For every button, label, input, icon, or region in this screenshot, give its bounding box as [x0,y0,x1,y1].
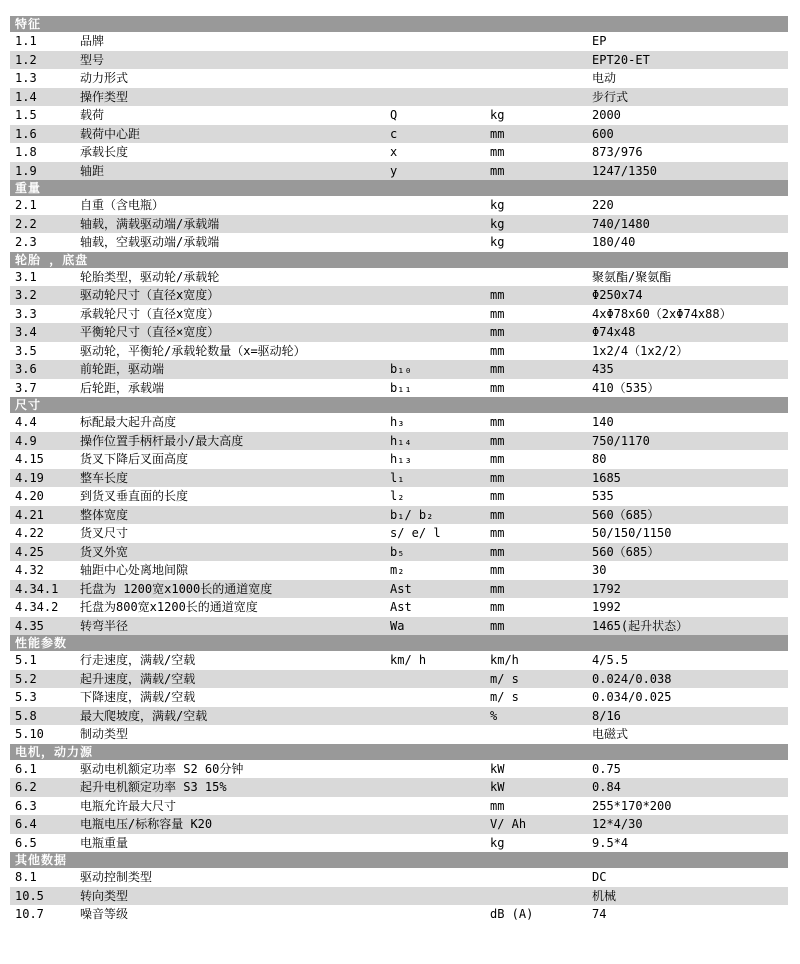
row-value: 410（535） [592,380,660,395]
table-row [10,286,788,305]
row-number: 3.2 [15,288,37,302]
row-number: 4.35 [15,618,44,633]
row-label: 轴距 [80,163,105,178]
row-unit: mm [490,288,505,302]
row-value: 600 [592,126,614,141]
row-symbol: h₁₃ [390,452,412,466]
row-label: 后轮距，承载端 [80,380,165,395]
row-value: 0.034/0.025 [592,690,672,704]
row-symbol: h₁₄ [390,433,412,448]
row-number: 1.6 [15,126,37,141]
row-label: 转向类型 [80,888,129,903]
row-label: 托盘为800宽x1200长的通道宽度 [80,600,258,614]
row-unit [490,69,592,88]
row-label: 噪音等级 [80,907,129,921]
table-row [10,432,788,451]
row-symbol: h₃ [390,415,405,429]
row-unit: mm [490,581,505,596]
row-label: 载荷中心距 [80,126,141,141]
row-number: 3.5 [15,343,37,358]
row-value: 30 [592,563,607,577]
row-symbol: c [390,126,398,141]
table-row [10,598,788,617]
row-value: 聚氨酯/聚氨酯 [592,269,672,284]
row-unit: mm [490,163,505,178]
row-number: 4.15 [15,452,44,466]
row-number: 4.19 [15,470,44,485]
row-number: 6.3 [15,798,37,813]
row-symbol: Ast [390,600,412,614]
row-symbol: b₁/ b₂ [390,507,434,522]
row-unit: mm [490,798,505,813]
row-unit [490,725,592,744]
row-number: 4.20 [15,489,44,503]
row-symbol: x [390,145,398,159]
row-label: 轮胎类型，驱动轮/承载轮 [80,269,220,284]
row-value: 560（685） [592,544,660,559]
section-header: 电机，动力源 [10,744,788,760]
row-symbol [390,88,490,107]
row-symbol [390,268,490,287]
row-symbol: b₁₀ [390,362,412,376]
row-number: 1.9 [15,163,37,178]
row-symbol: Wa [390,618,405,633]
row-label: 货叉外宽 [80,544,129,559]
row-number: 6.5 [15,835,37,850]
row-symbol [390,32,490,51]
row-symbol: Q [390,108,398,122]
row-symbol [390,868,490,887]
row-value: 140 [592,415,614,429]
row-symbol [390,707,490,726]
row-number: 1.4 [15,89,37,104]
row-value: 750/1170 [592,433,650,448]
row-label: 操作类型 [80,89,129,104]
row-value: 873/976 [592,145,643,159]
table-row [10,561,788,580]
row-unit: mm [490,507,505,522]
row-label: 货叉尺寸 [80,526,129,540]
table-row [10,69,788,88]
section-header: 尺寸 [10,397,788,413]
row-value: 220 [592,198,614,212]
row-value: 电磁式 [592,727,629,741]
row-number: 5.1 [15,653,37,667]
row-symbol [390,815,490,834]
row-label: 承载轮尺寸（直径x宽度） [80,306,220,321]
row-unit: kW [490,780,505,794]
row-value: 0.75 [592,761,621,776]
row-unit: mm [490,306,505,321]
row-symbol: l₁ [390,470,405,485]
row-symbol [390,305,490,324]
row-number: 5.3 [15,690,37,704]
row-number: 4.4 [15,415,37,429]
row-label: 电瓶允许最大尺寸 [80,798,177,813]
row-value: 9.5*4 [592,835,629,850]
row-unit: m/ s [490,671,519,686]
table-row [10,815,788,834]
row-unit: kg [490,108,505,122]
row-symbol [390,215,490,234]
table-row [10,834,788,853]
row-unit: mm [490,325,505,339]
row-unit [490,868,592,887]
section-header: 轮胎 ，底盘 [10,252,788,268]
row-value: 74 [592,907,607,921]
row-number: 5.2 [15,671,37,686]
row-unit [490,268,592,287]
row-unit: mm [490,526,505,540]
row-label: 驱动轮，平衡轮/承载轮数量（x=驱动轮） [80,343,306,358]
row-value: 12*4/30 [592,817,643,831]
table-row [10,487,788,506]
table-row [10,268,788,287]
table-row [10,196,788,215]
row-number: 1.2 [15,52,37,67]
row-unit: kg [490,198,505,212]
table-row [10,125,788,144]
row-value: 4/5.5 [592,653,629,667]
section-header: 特征 [10,16,788,32]
table-row [10,760,788,779]
row-unit: mm [490,618,505,633]
row-value: EPT20-ET [592,52,650,67]
row-value: 740/1480 [592,216,650,231]
row-unit: kg [490,235,505,249]
row-unit [490,32,592,51]
row-symbol [390,905,490,924]
row-number: 3.3 [15,306,37,321]
row-number: 2.2 [15,216,37,231]
row-symbol [390,286,490,305]
table-row [10,651,788,670]
table-row [10,106,788,125]
row-label: 到货叉垂直面的长度 [80,489,189,503]
row-unit: mm [490,563,505,577]
table-row [10,143,788,162]
table-row [10,450,788,469]
table-row [10,707,788,726]
row-symbol [390,778,490,797]
row-number: 10.5 [15,888,44,903]
row-label: 品牌 [80,34,105,48]
row-symbol [390,51,490,70]
row-unit [490,51,592,70]
row-label: 电瓶电压/标称容量 K20 [80,817,213,831]
row-label: 载荷 [80,108,105,122]
table-row [10,360,788,379]
table-row [10,342,788,361]
row-label: 制动类型 [80,727,129,741]
row-unit: mm [490,489,505,503]
row-value: 1992 [592,600,621,614]
row-number: 3.4 [15,325,37,339]
row-label: 驱动电机额定功率 S2 60分钟 [80,761,244,776]
row-number: 4.34.1 [15,581,59,596]
row-label: 动力形式 [80,71,129,85]
row-value: 机械 [592,888,617,903]
row-value: DC [592,870,607,884]
row-label: 电瓶重量 [80,835,129,850]
row-label: 货叉下降后叉面高度 [80,452,189,466]
row-unit: mm [490,145,505,159]
row-symbol: b₅ [390,544,405,559]
row-number: 3.7 [15,380,37,395]
row-number: 6.2 [15,780,37,794]
row-unit: mm [490,544,505,559]
table-row [10,413,788,432]
row-value: 435 [592,362,614,376]
table-row [10,379,788,398]
row-unit: % [490,708,498,723]
row-symbol: Ast [390,581,412,596]
row-label: 平衡轮尺寸（直径×宽度） [80,325,220,339]
row-label: 起升速度，满载/空载 [80,671,196,686]
row-unit: kW [490,761,505,776]
row-label: 驱动轮尺寸（直径x宽度） [80,288,220,302]
row-value: 2000 [592,108,621,122]
row-value: 1465(起升状态） [592,618,689,633]
row-label: 轴距中心处离地间隙 [80,563,189,577]
row-symbol: s/ e/ l [390,526,441,540]
row-number: 4.22 [15,526,44,540]
row-number: 4.34.2 [15,600,59,614]
row-value: 1x2/4（1x2/2） [592,343,689,358]
row-unit: km/h [490,653,519,667]
table-row [10,797,788,816]
row-symbol [390,725,490,744]
row-symbol [390,760,490,779]
section-header: 重量 [10,180,788,196]
row-number: 4.32 [15,563,44,577]
row-number: 1.3 [15,71,37,85]
row-label: 承载长度 [80,145,129,159]
row-unit [490,887,592,906]
row-unit: mm [490,415,505,429]
row-number: 6.1 [15,761,37,776]
row-number: 5.8 [15,708,37,723]
row-value: 4xΦ78x60（2xΦ74x88） [592,306,732,321]
row-label: 自重（含电瓶） [80,198,165,212]
row-symbol [390,196,490,215]
row-symbol: b₁₁ [390,380,412,395]
row-symbol [390,688,490,707]
row-symbol: l₂ [390,489,405,503]
row-value: 1247/1350 [592,163,658,178]
row-unit: mm [490,380,505,395]
row-unit: kg [490,835,505,850]
table-row [10,670,788,689]
row-value: EP [592,34,607,48]
row-symbol [390,323,490,342]
row-unit: mm [490,433,505,448]
spec-table [10,16,788,924]
row-symbol [390,797,490,816]
row-value: Φ250x74 [592,288,643,302]
row-label: 最大爬坡度，满载/空载 [80,708,208,723]
row-symbol: m₂ [390,563,405,577]
row-number: 8.1 [15,870,37,884]
row-label: 驱动控制类型 [80,870,153,884]
table-row [10,323,788,342]
row-value: 0.84 [592,780,621,794]
row-label: 整车长度 [80,470,129,485]
row-number: 2.1 [15,198,37,212]
table-row [10,725,788,744]
row-unit: mm [490,362,505,376]
table-row [10,688,788,707]
row-symbol [390,342,490,361]
table-row [10,905,788,924]
row-value: 步行式 [592,89,629,104]
table-row [10,524,788,543]
row-label: 托盘为 1200宽x1000长的通道宽度 [80,581,273,596]
row-value: 1792 [592,581,621,596]
row-number: 10.7 [15,907,44,921]
row-number: 2.3 [15,235,37,249]
row-value: 255*170*200 [592,798,672,813]
section-header: 性能参数 [10,635,788,651]
row-value: 50/150/1150 [592,526,672,540]
table-row [10,617,788,636]
table-row [10,32,788,51]
table-row [10,88,788,107]
row-number: 1.5 [15,108,37,122]
table-row [10,233,788,252]
row-value: 560（685） [592,507,660,522]
row-symbol [390,834,490,853]
row-number: 4.25 [15,544,44,559]
row-unit: m/ s [490,690,519,704]
row-label: 轴载，满载驱动端/承载端 [80,216,220,231]
row-unit: mm [490,126,505,141]
row-label: 轴载，空载驱动端/承载端 [80,235,220,249]
row-unit [490,88,592,107]
row-value: 电动 [592,71,617,85]
row-unit: mm [490,470,505,485]
table-row [10,51,788,70]
row-label: 行走速度，满载/空载 [80,653,196,667]
row-unit: mm [490,452,505,466]
row-number: 1.1 [15,34,37,48]
row-value: 80 [592,452,607,466]
table-row [10,506,788,525]
row-number: 3.1 [15,269,37,284]
table-row [10,469,788,488]
row-symbol [390,233,490,252]
row-value: 535 [592,489,614,503]
row-value: 0.024/0.038 [592,671,672,686]
row-value: 8/16 [592,708,621,723]
table-row [10,868,788,887]
row-symbol: km/ h [390,653,427,667]
table-row [10,162,788,181]
row-label: 整体宽度 [80,507,129,522]
row-symbol [390,887,490,906]
row-symbol: y [390,163,398,178]
row-label: 起升电机额定功率 S3 15% [80,780,227,794]
row-label: 下降速度，满载/空载 [80,690,196,704]
row-label: 前轮距，驱动端 [80,362,165,376]
row-number: 4.21 [15,507,44,522]
row-label: 型号 [80,52,105,67]
row-number: 4.9 [15,433,37,448]
row-symbol [390,69,490,88]
row-unit: mm [490,343,505,358]
row-unit: dB (A) [490,907,534,921]
row-unit: kg [490,216,505,231]
row-value: 180/40 [592,235,636,249]
section-header: 其他数据 [10,852,788,868]
row-number: 1.8 [15,145,37,159]
row-label: 操作位置手柄杆最小/最大高度 [80,433,244,448]
table-row [10,778,788,797]
row-number: 5.10 [15,727,44,741]
row-label: 标配最大起升高度 [80,415,177,429]
table-row [10,887,788,906]
row-label: 转弯半径 [80,618,129,633]
row-value: 1685 [592,470,621,485]
table-row [10,305,788,324]
table-row [10,580,788,599]
row-value: Φ74x48 [592,325,636,339]
row-number: 3.6 [15,362,37,376]
row-number: 6.4 [15,817,37,831]
table-row [10,215,788,234]
row-unit: mm [490,600,505,614]
table-row [10,543,788,562]
row-symbol [390,670,490,689]
row-unit: V/ Ah [490,817,527,831]
